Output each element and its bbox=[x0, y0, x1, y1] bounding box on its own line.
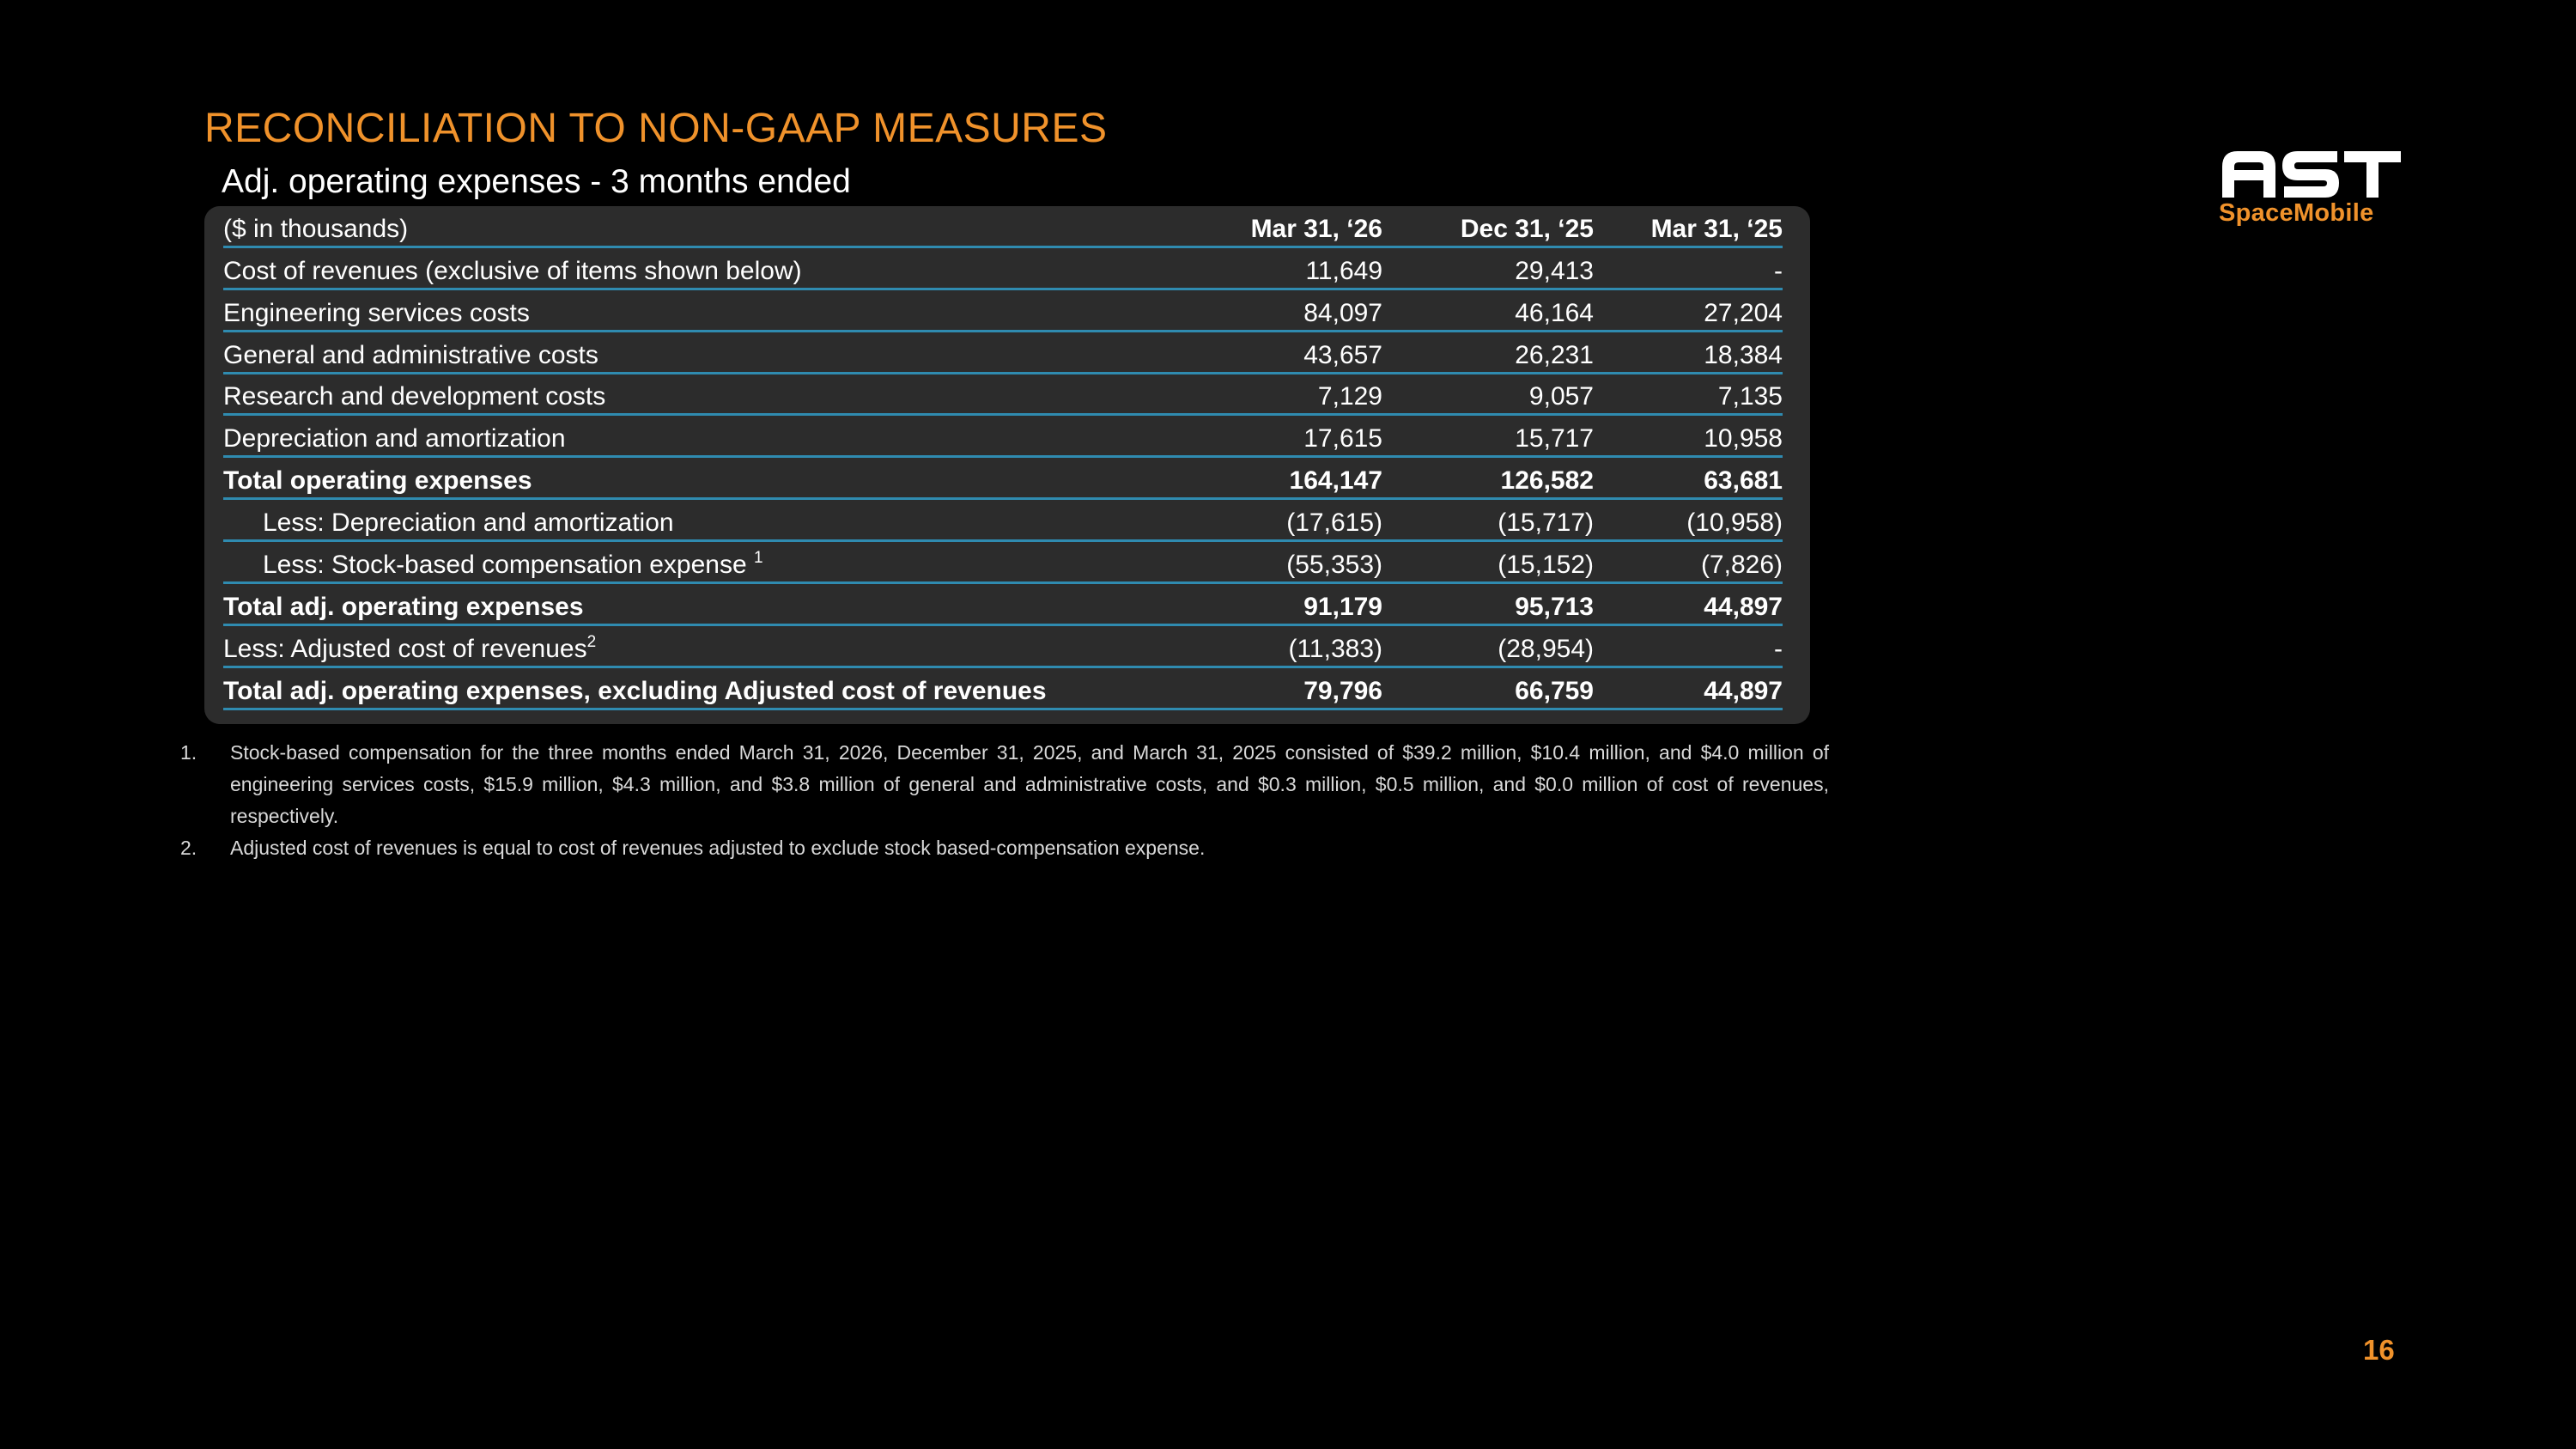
cell-mar-26: 164,147 bbox=[1289, 466, 1382, 496]
cell-mar-25: 10,958 bbox=[1704, 424, 1783, 454]
units-label: ($ in thousands) bbox=[223, 214, 409, 243]
cell-mar-26: 91,179 bbox=[1303, 592, 1382, 621]
row-label: Cost of revenues (exclusive of items shown below) bbox=[223, 256, 802, 285]
footnote-text: Stock-based compensation for the three months ended March 31, 2026, December 31, 2025, and March 31, 2025 consisted of $39.2 million, $10.4 million, and $4.0 million of engineering services costs, $15.9 million, $4.3 million, and $3.8 million of general and administrative costs, and $0.3 million, $0.5 million, and $0.0 million of cost of revenues, respectively. bbox=[230, 741, 1829, 827]
logo-subtext: SpaceMobile bbox=[2219, 199, 2374, 227]
cell-mar-26: (55,353) bbox=[1286, 551, 1382, 580]
page-title: RECONCILIATION TO NON-GAAP MEASURES bbox=[204, 106, 1108, 151]
cell-mar-25: 44,897 bbox=[1704, 592, 1783, 621]
row-label: Total adj. operating expenses, excluding Adjusted cost of revenues bbox=[223, 676, 1047, 705]
row-label bbox=[263, 551, 763, 580]
cell-dec-25: 66,759 bbox=[1515, 676, 1594, 705]
cell-dec-25: 15,717 bbox=[1515, 424, 1594, 454]
table-row-total-adj-operating-expenses bbox=[223, 584, 1783, 626]
cell-mar-26: 84,097 bbox=[1303, 298, 1382, 327]
footnote-2 bbox=[180, 832, 1829, 864]
cell-dec-25: 46,164 bbox=[1515, 298, 1594, 327]
table-row-total-operating-expenses bbox=[223, 458, 1783, 500]
cell-mar-25: (10,958) bbox=[1686, 508, 1783, 538]
cell-mar-26: 17,615 bbox=[1303, 424, 1382, 454]
cell-dec-25: 26,231 bbox=[1515, 340, 1594, 369]
row-label: Depreciation and amortization bbox=[223, 424, 566, 454]
cell-mar-25: - bbox=[1774, 634, 1783, 663]
table-header-row bbox=[223, 206, 1783, 248]
cell-mar-25: 7,135 bbox=[1717, 382, 1783, 411]
cell-mar-26: 43,657 bbox=[1303, 340, 1382, 369]
footnote-ref-2: 2 bbox=[586, 632, 597, 651]
reconciliation-table-panel bbox=[204, 206, 1810, 724]
footnote-number: 2. bbox=[180, 837, 197, 859]
table-row-engineering-services bbox=[223, 290, 1783, 332]
table-row-general-administrative bbox=[223, 332, 1783, 374]
table-row-less-adjusted-cost-of-revenues bbox=[223, 626, 1783, 668]
row-label: Total operating expenses bbox=[223, 466, 532, 496]
column-header-dec-25: Dec 31, ‘25 bbox=[1460, 214, 1594, 243]
cell-mar-25: - bbox=[1774, 256, 1783, 285]
footnote-text: Adjusted cost of revenues is equal to cost of revenues adjusted to exclude stock based-compensation expense. bbox=[230, 837, 1206, 859]
table-row-less-depreciation bbox=[223, 500, 1783, 542]
footnote-1 bbox=[180, 737, 1829, 832]
cell-dec-25: 9,057 bbox=[1528, 382, 1594, 411]
page-number: 16 bbox=[2363, 1334, 2395, 1366]
table-row-research-development bbox=[223, 374, 1783, 417]
cell-mar-25: (7,826) bbox=[1700, 551, 1783, 580]
cell-mar-25: 44,897 bbox=[1704, 676, 1783, 705]
page-subtitle: Adj. operating expenses - 3 months ended bbox=[222, 163, 851, 200]
ast-spacemobile-logo bbox=[2215, 146, 2404, 232]
footnote-number: 1. bbox=[180, 741, 197, 764]
cell-dec-25: (28,954) bbox=[1498, 634, 1594, 663]
cell-dec-25: 126,582 bbox=[1500, 466, 1594, 496]
cell-mar-26: (11,383) bbox=[1288, 634, 1382, 663]
row-label: Less: Depreciation and amortization bbox=[263, 508, 674, 538]
cell-mar-25: 27,204 bbox=[1704, 298, 1783, 327]
row-label-text: Less: Adjusted cost of revenues bbox=[223, 634, 587, 663]
row-label: Research and development costs bbox=[223, 382, 606, 411]
cell-mar-26: 79,796 bbox=[1303, 676, 1382, 705]
cell-dec-25: 95,713 bbox=[1515, 592, 1594, 621]
row-label bbox=[223, 632, 597, 664]
cell-dec-25: (15,152) bbox=[1498, 551, 1594, 580]
cell-mar-26: 7,129 bbox=[1317, 382, 1382, 411]
row-label: Total adj. operating expenses bbox=[223, 592, 584, 621]
row-label-text: Less: Stock-based compensation expense bbox=[263, 551, 755, 580]
table-row-depreciation-amortization bbox=[223, 416, 1783, 458]
cell-dec-25: (15,717) bbox=[1498, 508, 1594, 538]
cell-mar-25: 18,384 bbox=[1704, 340, 1783, 369]
row-label: Engineering services costs bbox=[223, 298, 530, 327]
table-row-cost-of-revenues bbox=[223, 248, 1783, 290]
reconciliation-table bbox=[223, 206, 1783, 710]
cell-mar-25: 63,681 bbox=[1704, 466, 1783, 496]
footnote-ref-1: 1 bbox=[754, 549, 763, 568]
cell-mar-26: (17,615) bbox=[1286, 508, 1382, 538]
ast-logo-mark bbox=[2222, 151, 2401, 198]
footnotes bbox=[180, 737, 1829, 864]
cell-mar-26: 11,649 bbox=[1305, 256, 1382, 285]
column-header-mar-25: Mar 31, ‘25 bbox=[1650, 214, 1783, 243]
table-row-less-stock-based-compensation bbox=[223, 542, 1783, 584]
cell-dec-25: 29,413 bbox=[1515, 256, 1594, 285]
table-row-total-adj-excluding-cost-of-revenues bbox=[223, 668, 1783, 710]
row-label: General and administrative costs bbox=[223, 340, 598, 369]
column-header-mar-26: Mar 31, ‘26 bbox=[1250, 214, 1382, 243]
